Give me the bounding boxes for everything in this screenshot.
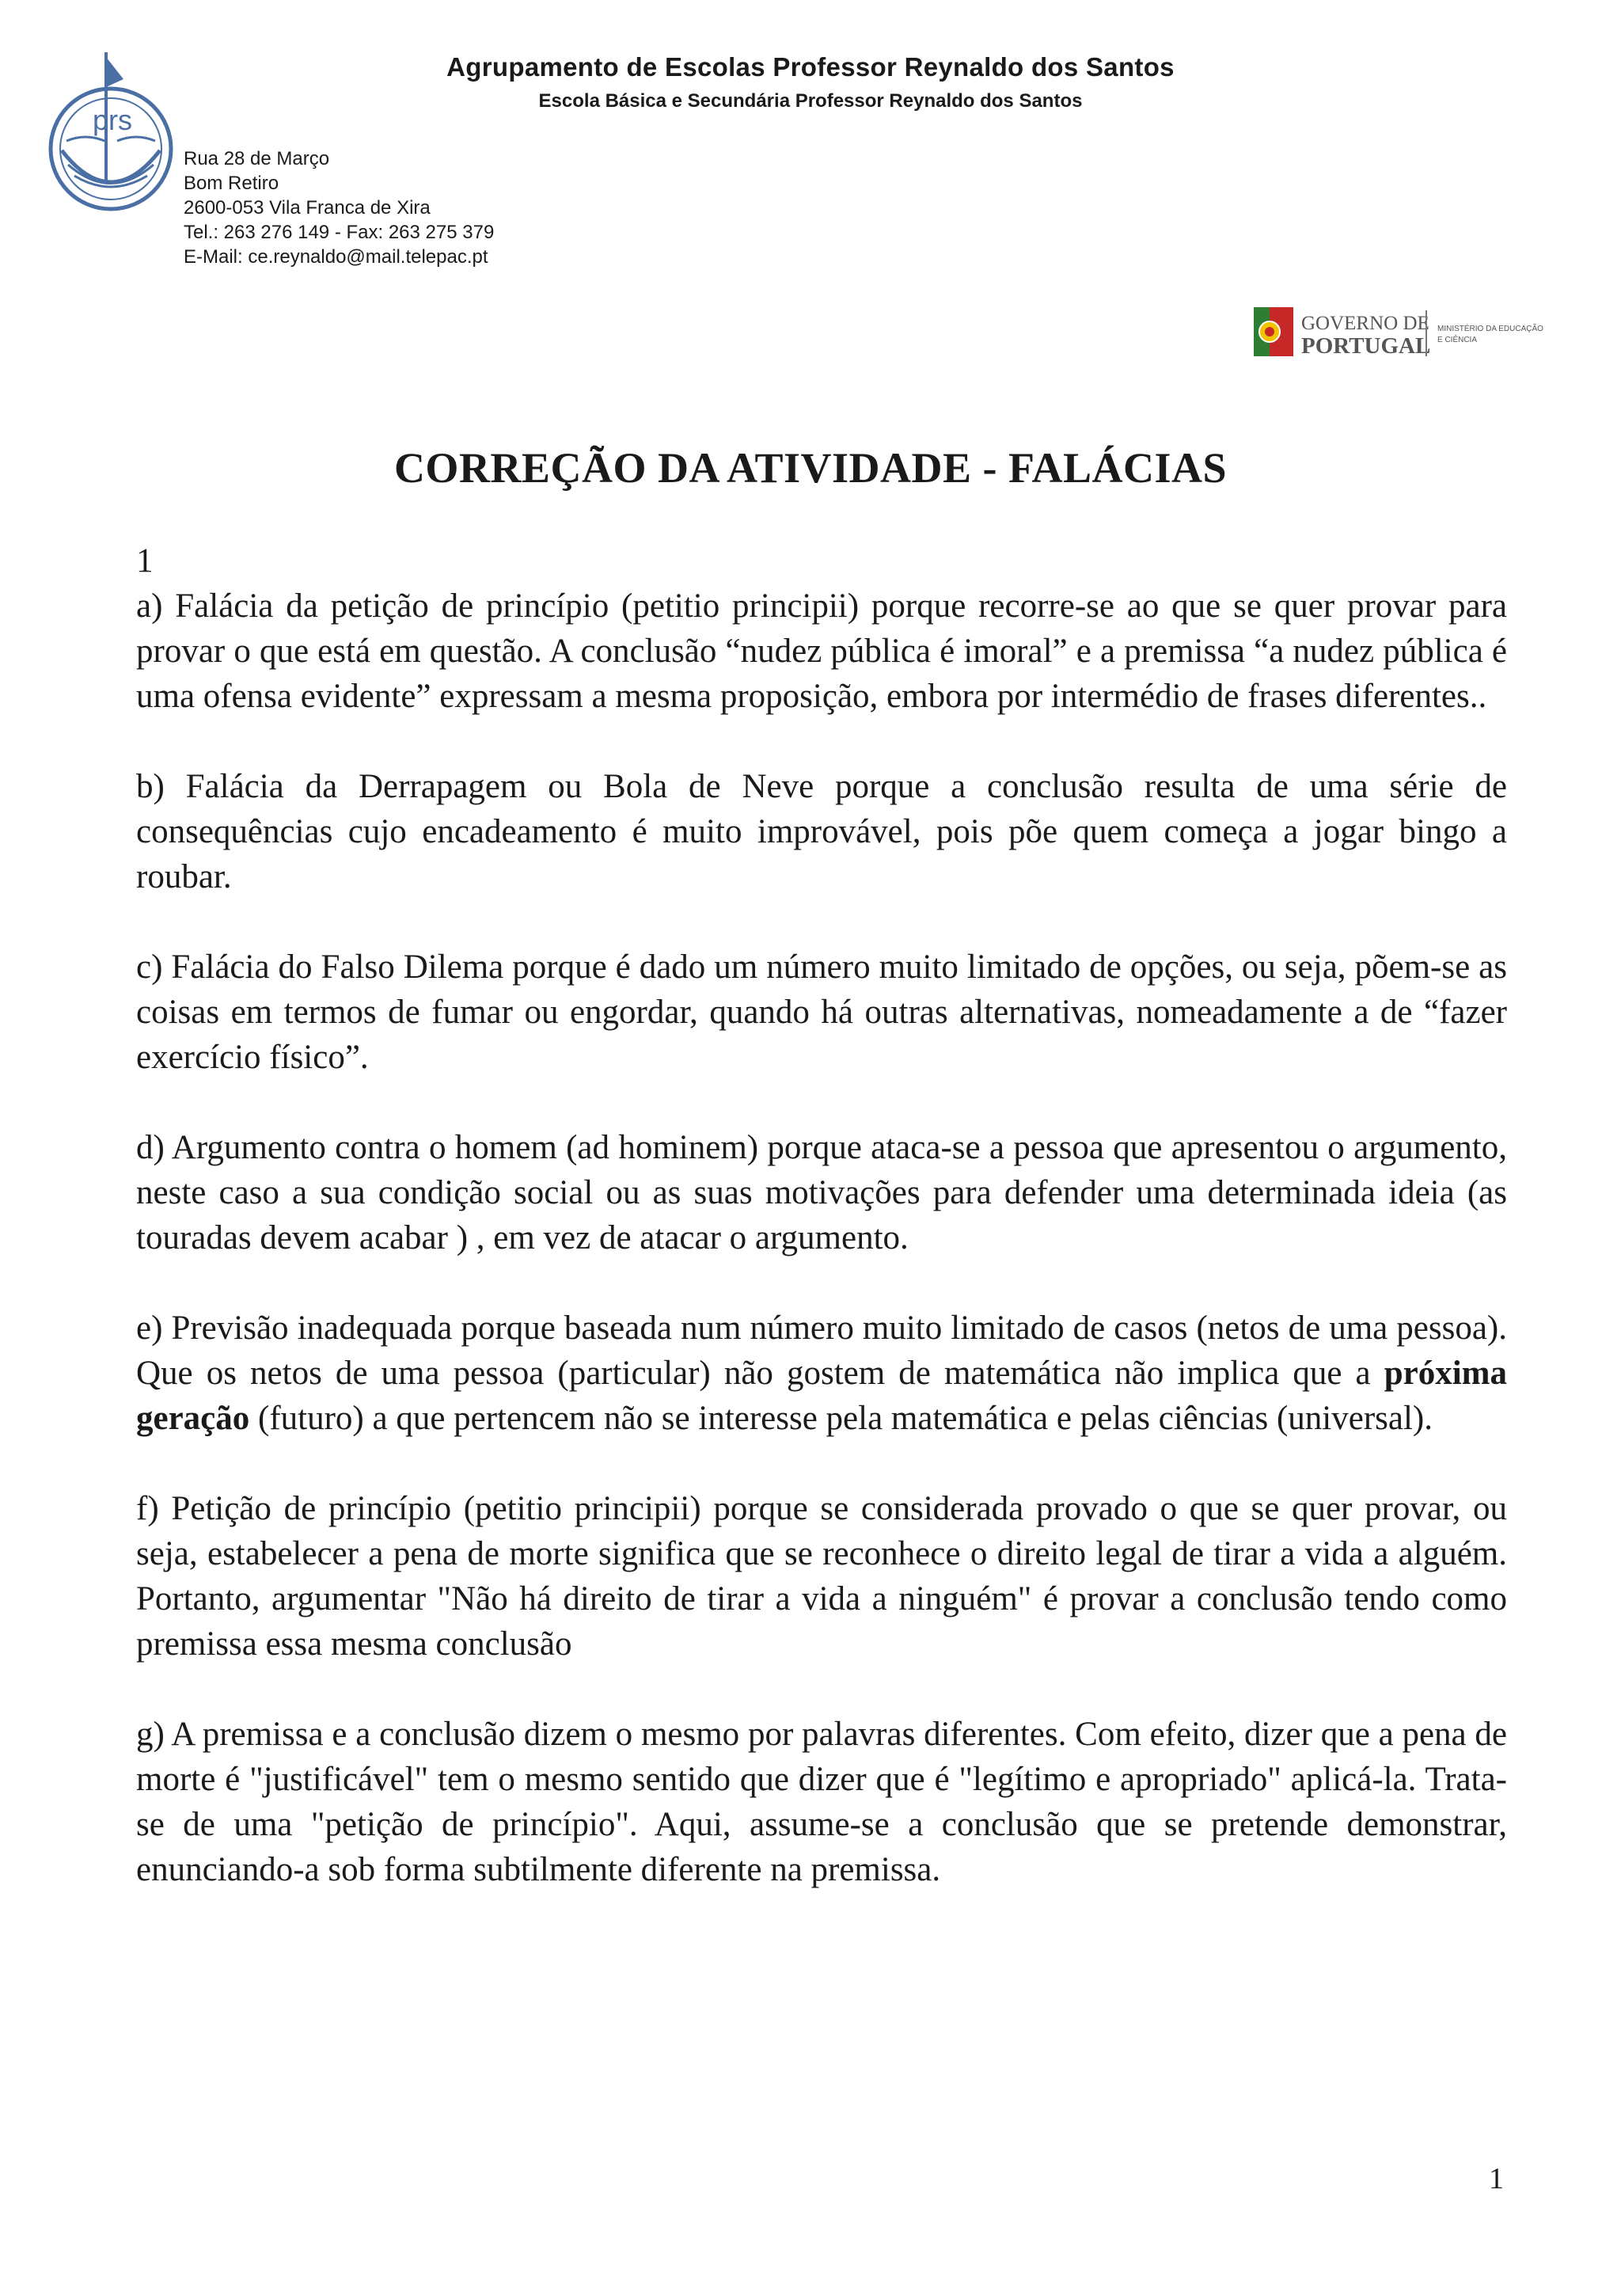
address-postal-code: 2600-053 Vila Franca de Xira	[184, 197, 431, 219]
answer-e	[136, 1306, 1507, 1441]
answer-e-text-before: e) Previsão inadequada porque baseada num número muito limitado de casos (netos de uma pessoa). Que os netos de uma pessoa (particular) não gostem de matemática não implica que a	[136, 1310, 1507, 1392]
document-title: CORREÇÃO DA ATIVIDADE - FALÁCIAS	[393, 444, 1228, 492]
gov-logo-ministry-line2: E CIÊNCIA	[1437, 336, 1478, 344]
school-name: Escola Básica e Secundária Professor Reynaldo dos Santos	[538, 90, 1083, 112]
address-locality: Bom Retiro	[184, 173, 279, 194]
answer-e-emphasis: próxima geração	[136, 1355, 1507, 1437]
address-phone-fax: Tel.: 263 276 149 - Fax: 263 275 379	[184, 222, 495, 243]
answer-d: d) Argumento contra o homem (ad hominem) porque ataca-se a pessoa que apresentou o argumento, neste caso a sua condição social ou as suas motivações para defender uma determinada ideia (as touradas devem acabar ) , em vez de atacar o argumento.	[136, 1129, 1507, 1256]
answer-e-text-after: (futuro) a que pertencem não se interesse pela matemática e pelas ciências (universal).	[249, 1400, 1433, 1437]
document-body	[136, 538, 1507, 1892]
answer-g: g) A premissa e a conclusão dizem o mesmo por palavras diferentes. Com efeito, dizer que a pena de morte é "justificável" tem o mesmo sentido que dizer que é "legítimo e apropriado" aplicá-la. Trata-se de uma "petição de princípio". Aqui, assume-se a conclusão que se pretende demonstrar, enunciando-a sob forma subtilmente diferente na premissa.	[136, 1716, 1507, 1888]
gov-logo-line2: PORTUGAL	[1301, 333, 1431, 359]
answer-f: f) Petição de princípio (petitio principii) porque se considerada provado o que se quer provar, ou seja, estabelecer a pena de morte significa que se reconhece o direito legal de tirar a vida a alguém. Portanto, argumentar "Não há direito de tirar a vida a ninguém" é provar a conclusão tendo como premissa essa mesma conclusão	[136, 1490, 1507, 1663]
page-number: 1	[1489, 2162, 1504, 2195]
gov-logo-line1: GOVERNO DE	[1301, 313, 1429, 334]
school-group-name: Agrupamento de Escolas Professor Reynaldo dos Santos	[446, 52, 1175, 82]
logo-text: prs	[92, 104, 133, 136]
school-address	[184, 146, 494, 269]
gov-logo-ministry-line1: MINISTÉRIO DA EDUCAÇÃO	[1437, 325, 1543, 333]
address-email: E-Mail: ce.reynaldo@mail.telepac.pt	[184, 246, 488, 268]
address-street: Rua 28 de Março	[184, 148, 330, 169]
header-titles	[0, 52, 1621, 112]
answer-a: a) Falácia da petição de princípio (petitio principii) porque recorre-se ao que se quer provar para provar o que está em questão. A conclusão “nudez pública é imoral” e a premissa “a nudez pública é uma ofensa evidente” expressam a mesma proposição, embora por intermédio de frases diferentes..	[136, 587, 1507, 715]
question-number: 1	[136, 542, 154, 580]
answer-b: b) Falácia da Derrapagem ou Bola de Neve porque a conclusão resulta de uma série de consequências cujo encadeamento é muito improvável, pois põe quem começa a jogar bingo a roubar.	[136, 768, 1507, 895]
answer-c: c) Falácia do Falso Dilema porque é dado um número muito limitado de opções, ou seja, põem-se as coisas em termos de fumar ou engordar, quando há outras alternativas, nomeadamente a de “fazer exercício físico”.	[136, 948, 1507, 1076]
government-logo	[1251, 301, 1559, 364]
